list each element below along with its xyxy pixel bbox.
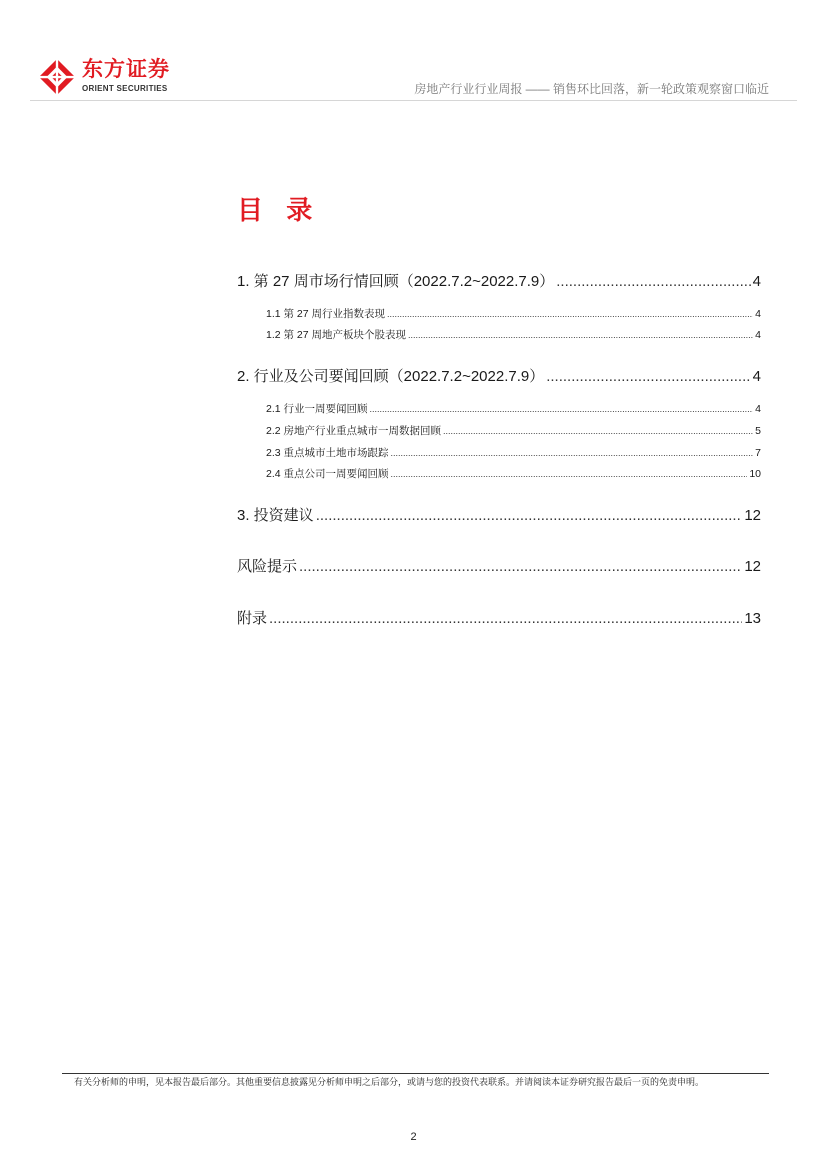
toc-entry-page: 13	[744, 610, 761, 627]
toc-entry-text: 3. 投资建议	[237, 507, 314, 524]
toc-entry[interactable]	[266, 329, 761, 342]
header-divider	[30, 100, 797, 101]
toc-entry-text: 附录	[237, 610, 268, 627]
toc-dot-leader	[443, 425, 753, 438]
toc-entry-page: 4	[755, 308, 761, 320]
toc-dot-leader	[387, 308, 753, 321]
footer-divider	[62, 1073, 769, 1074]
toc-dot-leader	[391, 447, 754, 460]
toc-entry-text: 2. 行业及公司要闻回顾（2022.7.2~2022.7.9）	[237, 368, 545, 385]
toc-entry-page: 10	[749, 468, 761, 480]
toc-entry-text: 2.2 房地产行业重点城市一周数据回顾	[266, 425, 442, 437]
brand-name-cn: 东方证券	[82, 58, 170, 81]
toc-dot-leader	[370, 403, 754, 416]
toc-entry[interactable]	[266, 403, 761, 416]
toc-entry[interactable]	[266, 308, 761, 321]
toc-entry-page: 7	[755, 447, 761, 459]
toc-dot-leader	[391, 468, 748, 481]
toc-entry-page: 4	[755, 329, 761, 341]
toc-dot-leader	[316, 507, 743, 525]
toc-entry[interactable]	[237, 273, 761, 291]
toc-entry-page: 12	[744, 558, 761, 575]
toc-entry[interactable]	[266, 468, 761, 481]
toc-entry-page: 4	[755, 403, 761, 415]
toc-entry-page: 5	[755, 425, 761, 437]
toc-entry-page: 4	[752, 273, 761, 290]
page-number: 2	[410, 1131, 417, 1143]
toc-entry[interactable]	[237, 558, 761, 576]
disclaimer-text: 有关分析师的申明，见本报告最后部分。其他重要信息披露见分析师申明之后部分，或请与您的投资代表联系。并请阅读本证券研究报告最后一页的免责申明。	[74, 1077, 705, 1087]
toc-entry-text: 风险提示	[237, 558, 298, 575]
toc-entry-text: 1.1 第 27 周行业指数表现	[266, 308, 386, 320]
toc-dot-leader	[408, 329, 753, 342]
toc-entry-page: 12	[744, 507, 761, 524]
toc-dot-leader	[299, 558, 742, 576]
toc-title: 目 录	[237, 195, 321, 225]
toc-dot-leader	[546, 368, 750, 386]
toc-entry-text: 2.4 重点公司一周要闻回顾	[266, 468, 389, 480]
toc-dot-leader	[556, 273, 750, 291]
toc-entry[interactable]	[266, 447, 761, 460]
toc-entry[interactable]	[237, 507, 761, 525]
toc-entry-text: 2.3 重点城市土地市场跟踪	[266, 447, 389, 459]
toc-entry[interactable]	[237, 610, 761, 628]
toc-entry-text: 1. 第 27 周市场行情回顾（2022.7.2~2022.7.9）	[237, 273, 555, 290]
toc-entry-text: 2.1 行业一周要闻回顾	[266, 403, 368, 415]
orient-securities-logo-icon	[38, 58, 76, 96]
brand-name-en: ORIENT SECURITIES	[82, 84, 168, 93]
toc-entry[interactable]	[266, 425, 761, 438]
toc-entry-page: 4	[752, 368, 761, 385]
toc-entry[interactable]	[237, 368, 761, 386]
toc-entry-text: 1.2 第 27 周地产板块个股表现	[266, 329, 407, 341]
report-title: 房地产行业行业周报 —— 销售环比回落，新一轮政策观察窗口临近	[414, 82, 769, 96]
toc-dot-leader	[269, 610, 742, 628]
